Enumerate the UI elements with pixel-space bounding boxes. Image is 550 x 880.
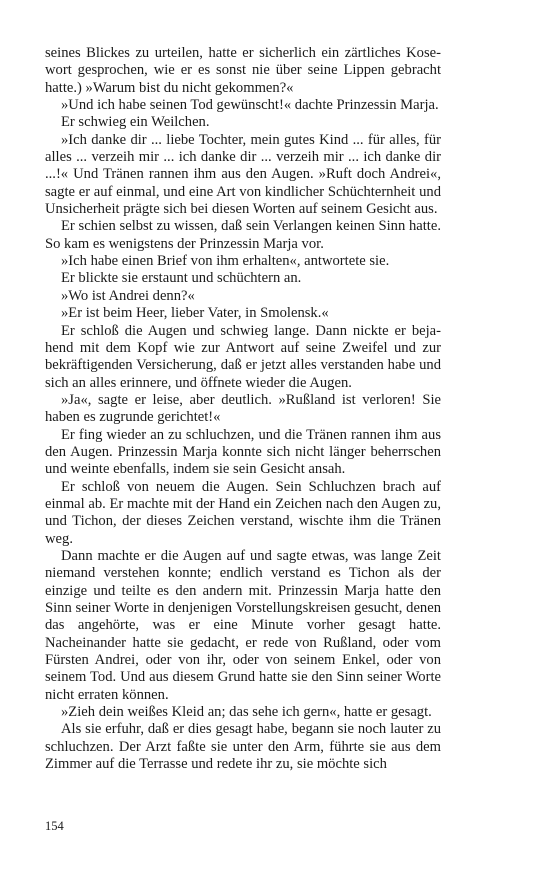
paragraph: Er blickte sie erstaunt und schüchtern an.: [61, 270, 302, 287]
paragraph: Dann machte er die Augen auf und sagte etwas, was lange Zeit niemand verstehen konnte; endlich verstand es Tichon als der einzige und teilte es den andern mit. Prinzessin Marja hatte den Sinn seiner Worte in denjenigen Vorstellungskreisen gesucht, denen das angehörte, was er eine Minute vorher gesagt hatte. Nacheinander hatte sie gedacht, er rede von Rußland, oder vom Fürsten Andrei, oder von ihr, oder von seinem Enkel, oder von seinem Tod. Und aus diesem Grund hatte sie den Sinn seiner Worte nicht erraten können.: [45, 547, 441, 703]
paragraph: Er fing wieder an zu schluchzen, und die Tränen rannen ihm aus den Augen. Prinzessin Marja konnte sich nicht länger beherrschen und weinte ebenfalls, indem sie sein Gesicht ansah.: [45, 426, 441, 478]
paragraph: Er schloß von neuem die Augen. Sein Schluchzen brach auf einmal ab. Er machte mit der Hand ein Zeichen nach den Augen zu, und Tichon, der dieses Zeichen verstand, wischte ihm die Tränen weg.: [45, 478, 441, 547]
paragraph: »Ich danke dir ... liebe Tochter, mein gutes Kind ... für alles, für alles ... verzeih mir ... ich danke dir ... verzeih mir ... ich danke dir ...!« Und Tränen rannen ihm aus den Augen. »Ruft doch Andrei«, sagte er auf einmal, und eine Art von kindlicher Schüchternheit und Unsicherheit prägte sich bei diesen Worten auf seinem Gesicht aus.: [45, 131, 441, 218]
paragraph: »Zieh dein weißes Kleid an; das sehe ich gern«, hatte er gesagt.: [61, 704, 432, 721]
paragraph: Er schien selbst zu wissen, daß sein Verlangen keinen Sinn hatte. So kam es wenigstens der Prinzessin Marja vor.: [45, 218, 441, 252]
paragraph: »Und ich habe seinen Tod gewünscht!« dachte Prinzessin Marja.: [61, 97, 439, 114]
paragraph: »Ja«, sagte er leise, aber deutlich. »Rußland ist verloren! Sie haben es zugrunde gerichtet!«: [45, 391, 441, 426]
paragraph: Er schloß die Augen und schwieg lange. Dann nickte er bejahend mit dem Kopf wie zur Antwort auf seine Zweifel und zur bekräftigenden Versicherung, daß er jetzt alles verstanden habe und sich an alles erinnere, und öffnete wieder die Augen.: [45, 322, 441, 391]
paragraph: Er schwieg ein Weilchen.: [61, 114, 210, 131]
paragraph: »Er ist beim Heer, lieber Vater, in Smolensk.«: [61, 305, 329, 322]
body-text: [45, 45, 441, 773]
paragraph: »Ich habe einen Brief von ihm erhalten«, antwortete sie.: [61, 253, 390, 270]
page-number: 154: [45, 819, 64, 833]
paragraph: »Wo ist Andrei denn?«: [61, 287, 195, 304]
paragraph: Als sie erfuhr, daß er dies gesagt habe, begann sie noch lauter zu schluchzen. Der Arzt faßte sie unter den Arm, führte sie aus dem Zimmer auf die Terrasse und redete ihr zu, sie möchte sich: [45, 721, 441, 773]
paragraph: seines Blickes zu urteilen, hatte er sicherlich ein zärtliches Kosewort gesprochen, wie er es sonst nie über seine Lippen gebracht hatte.) »Warum bist du nicht gekommen?«: [45, 45, 441, 96]
